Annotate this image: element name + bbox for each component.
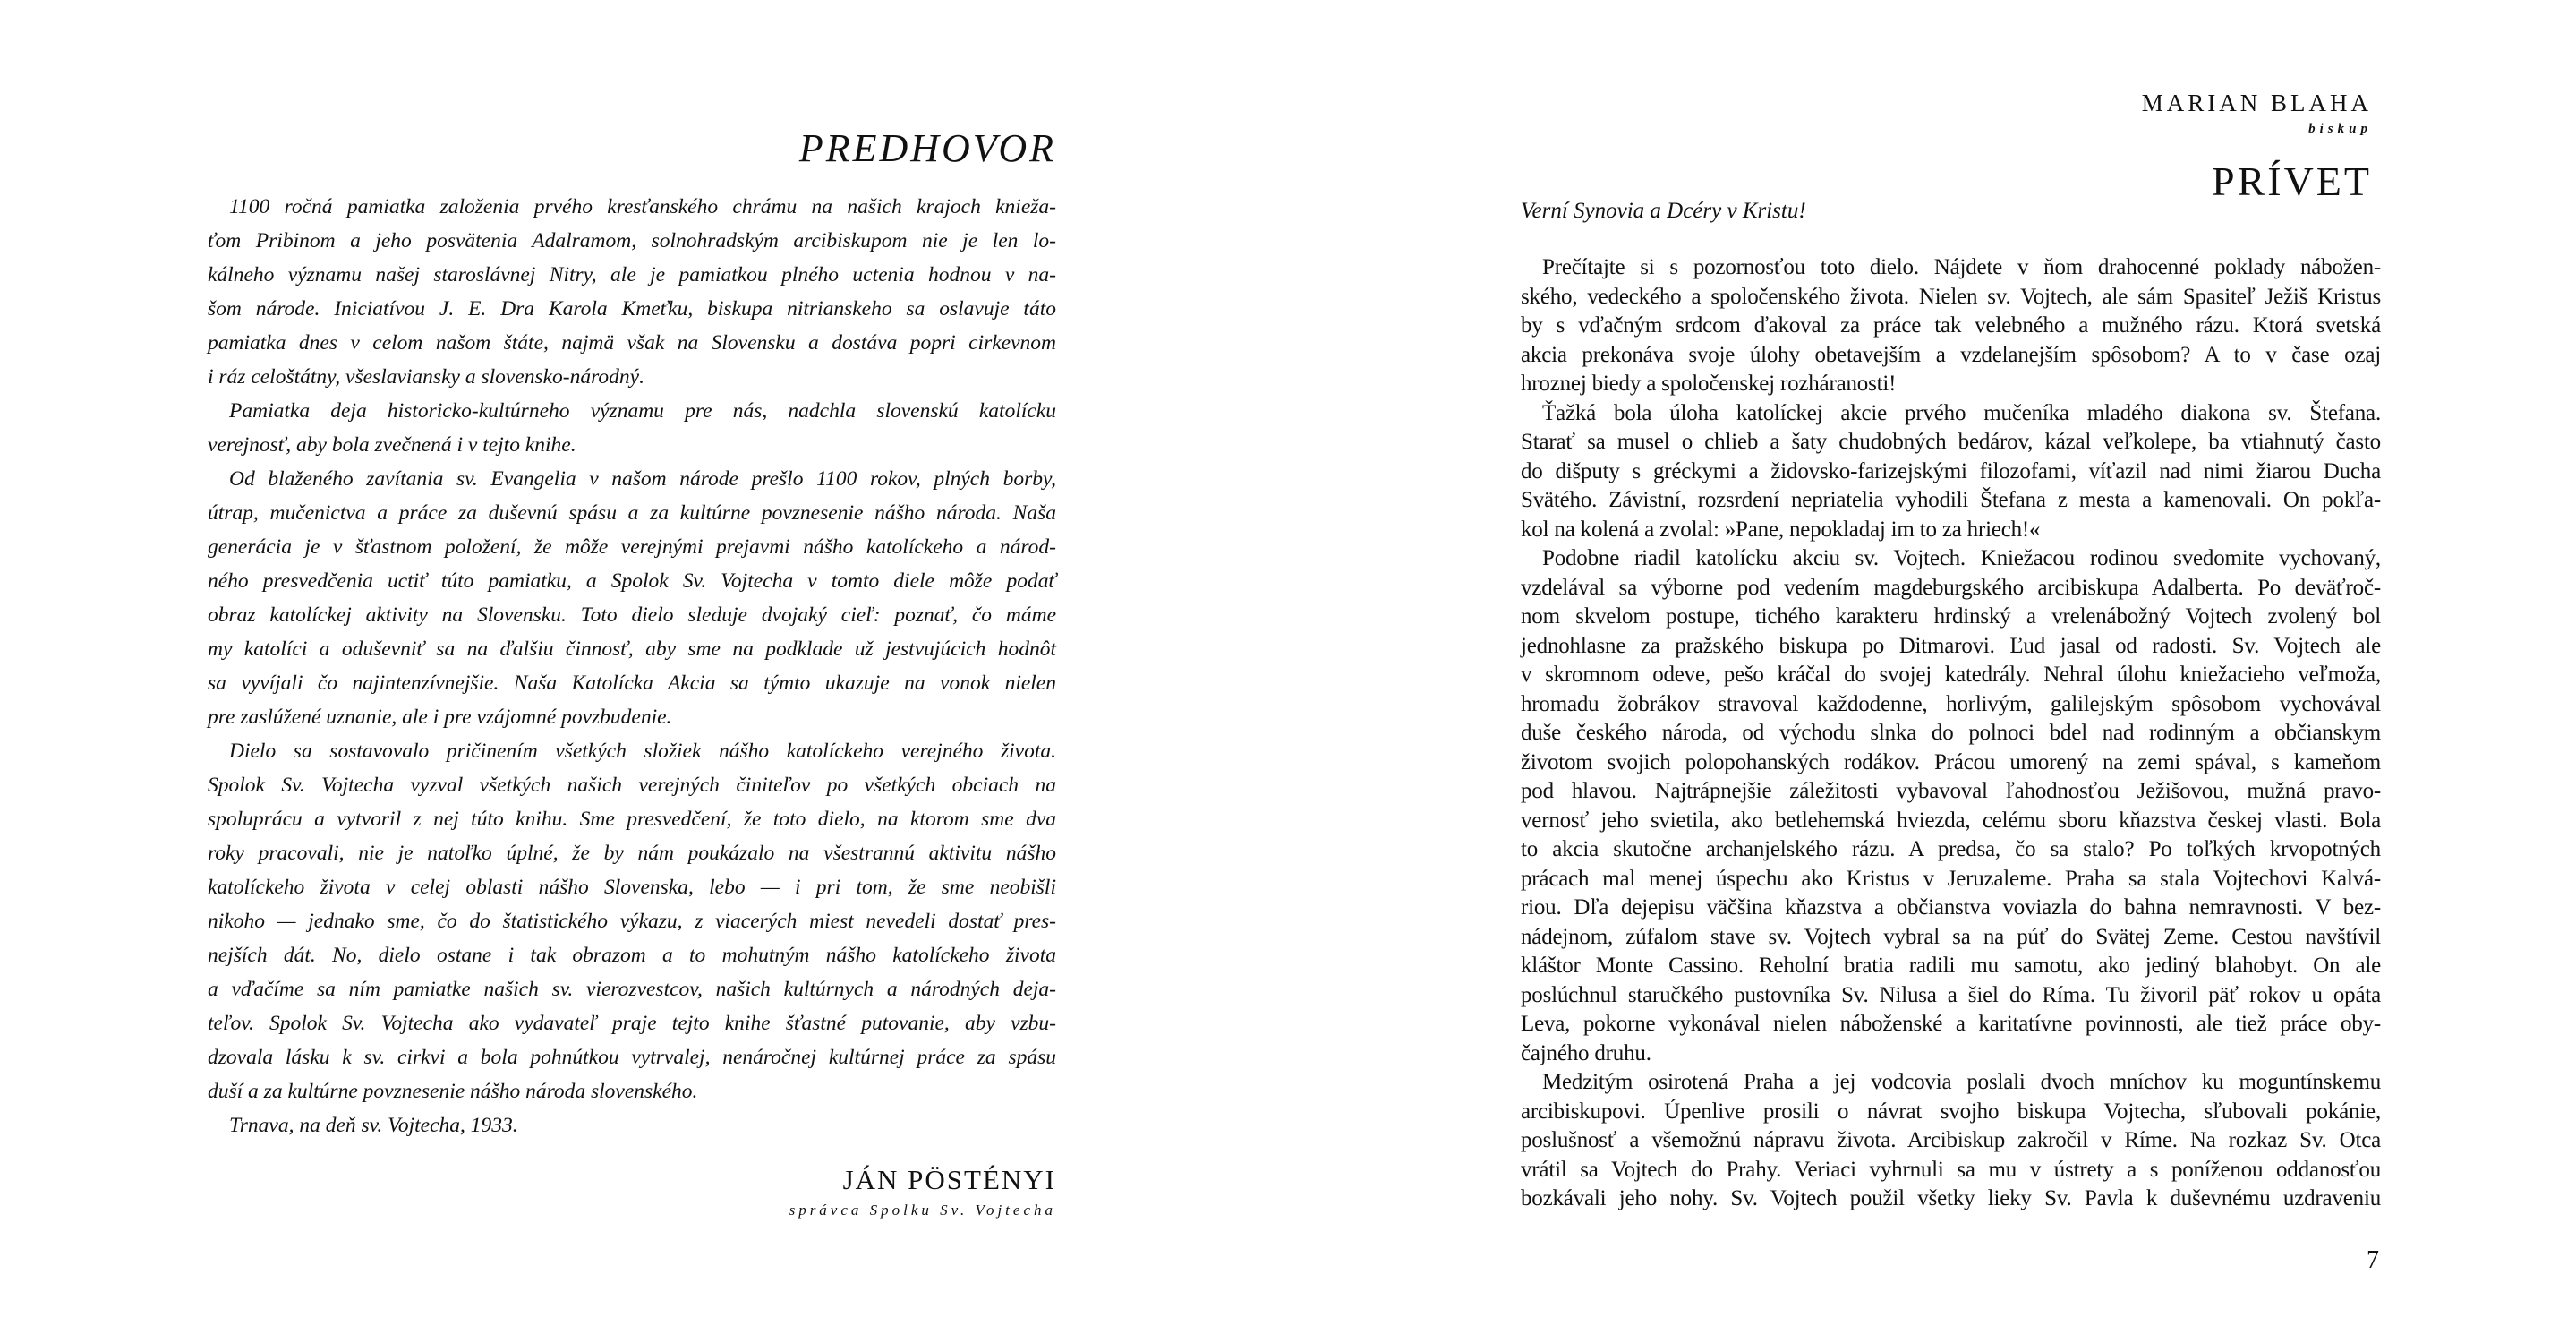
paragraph	[1521, 1068, 2381, 1214]
text-line: vrátil sa Vojtech do Prahy. Veriaci vyhrnuli sa mu v ústrety a s poníženou oddanosťou	[1521, 1157, 2381, 1182]
text-line: čajného druhu.	[1521, 1040, 1651, 1065]
text-line: dzovala lásku k sv. cirkvi a bola pohnútkou vytrvalej, nenáročnej kultúrnej práce za spásu	[208, 1046, 1056, 1069]
text-line: by s vďačným srdcom ďakoval za práce tak velebného a mužného rázu. Ktorá svetská	[1521, 313, 2381, 338]
text-line: ského, vedeckého a spoločenského života. Nielen sv. Vojtech, ale sám Spasiteľ Ježiš Kristus	[1521, 284, 2381, 309]
text-line: poslušnosť a všemožnú nápravu života. Arcibiskup zakročil v Ríme. Na rozkaz Sv. Otca	[1521, 1128, 2381, 1152]
text-line: vernosť jeho svietila, ako betlehemská hviezda, celému sboru kňazstva českej vlasti. Bola	[1521, 808, 2381, 833]
text-line: spoluprácu a vytvoril z nej túto knihu. Sme presvedčení, že toto dielo, na ktorom sme dva	[208, 808, 1056, 831]
text-line: kláštor Monte Cassino. Reholní bratia radili mu samotu, ako jediný blahobyt. On ale	[1521, 954, 2381, 978]
text-line: poslúchnul staručkého pustovníka Sv. Nilusa a šiel do Ríma. Tu živoril päť rokov u opáta	[1521, 982, 2381, 1007]
text-line: šom národe. Iniciatívou J. E. Dra Karola Kmeťku, biskupa nitrianskeho sa oslavuje táto	[208, 297, 1056, 321]
paragraph	[208, 1108, 1056, 1142]
text-line: Pamiatka deja historicko-kultúrneho významu pre nás, nadchla slovenskú katolícku	[229, 399, 1056, 423]
text-line: akcia prekonáva svoje úlohy obetavejším a vzdelanejším spôsobom? A to v čase ozaj	[1521, 342, 2381, 367]
text-line: ťom Pribinom a jeho posvätenia Adalramom, solnohradským arcibiskupom nie je len lo-	[208, 229, 1056, 252]
preface-body	[208, 190, 1056, 1142]
text-line: Od blaženého zavítania sv. Evangelia v našom národe prešlo 1100 rokov, plných borby,	[229, 467, 1056, 491]
text-line: do dišputy s gréckymi a židovsko-farizejskými filozofami, víťazil nad nimi žiarou Ducha	[1521, 458, 2381, 483]
text-line: Spolok Sv. Vojtecha vyzval všetkých našich verejných činiteľov po všetkých obciach na	[208, 774, 1056, 797]
text-line: kol na kolená a zvolal: »Pane, nepokladaj im to za hriech!«	[1521, 517, 2041, 542]
text-line: bozkávali jeho nohy. Sv. Vojtech použil všetky lieky Sv. Pavla k duševnému uzdraveniu	[1521, 1186, 2381, 1210]
text-line: my katolíci a oduševniť sa na ďalšiu činnosť, aby sme na podklade už jestvujúcich hodnôt	[208, 637, 1056, 661]
text-line: a vďačíme sa ním pamiatke našich sv. vierozvestcov, našich kultúrnych a národných deja-	[208, 978, 1056, 1001]
text-line: Ťažká bola úloha katolíckej akcie prvého mučeníka mladého diakona sv. Štefana.	[1542, 400, 2381, 425]
text-line: nejších dát. No, dielo ostane i tak obrazom a to mohutným nášho katolíckeho života	[208, 944, 1056, 967]
text-line: i ráz celoštátny, všeslaviansky a slovensko-národný.	[208, 365, 644, 389]
text-line: nádejnom, zúfalom stave sv. Vojtech vybral sa na púť do Svätej Zeme. Cestou navštívil	[1521, 924, 2381, 949]
author-name: MARIAN BLAHA	[2141, 90, 2372, 116]
text-line: prácach mal menej úspechu ako Kristus v Jeruzaleme. Praha sa stala Vojtechovi Kalvá-	[1521, 866, 2381, 891]
page-title: PREDHOVOR	[798, 126, 1056, 170]
author-role: biskup	[2308, 122, 2372, 136]
text-line: životom svojich polopohanských rodákov. Prácou umorený na zemi spával, s kameňom	[1521, 749, 2381, 774]
paragraph	[1521, 399, 2381, 545]
text-line: obraz katolíckej aktivity na Slovensku. Toto dielo sleduje dvojaký cieľ: poznať, čo máme	[208, 603, 1056, 627]
paragraph	[208, 462, 1056, 734]
text-line: Trnava, na deň sv. Vojtecha, 1933.	[229, 1114, 518, 1137]
greeting-body	[1521, 253, 2381, 1214]
text-line: Svätého. Závistní, rozsrdení nepriatelia vyhodili Štefana z mesta a kamenovali. On pokľa-	[1521, 488, 2381, 512]
text-line: Dielo sa sostavovalo pričinením všetkých složiek nášho katolíckeho verejného života.	[229, 740, 1056, 763]
text-line: arcibiskupovi. Úpenlive prosili o návrat svojho biskupa Vojtecha, sľubovali pokánie,	[1521, 1099, 2381, 1124]
paragraph	[208, 394, 1056, 462]
page-title: PRÍVET	[2212, 158, 2372, 204]
text-line: útrap, mučenictva a práce za duševnú spásu a za kultúrne povznesenie nášho národa. Naša	[208, 501, 1056, 525]
text-line: Medzitým osirotená Praha a jej vodcovia poslali dvoch mníchov ku moguntínskemu	[1542, 1070, 2381, 1094]
text-line: 1100 ročná pamiatka založenia prvého kresťanského chrámu na našich krajoch knieža-	[229, 195, 1056, 218]
text-line: sa vyvíjali čo najintenzívnejšie. Naša Katolícka Akcia sa týmto ukazuje na vonok nielen	[208, 672, 1056, 695]
text-line: Podobne riadil katolícku akciu sv. Vojtech. Kniežacou rodinou svedomite vychovaný,	[1542, 546, 2381, 570]
text-line: duše českého národa, od východu slnka do polnoci bdel nad rodinným a občianskym	[1521, 721, 2381, 745]
text-line: pod hlavou. Najtrápnejšie záležitosti vybavoval ľahodnosťou Ježišovou, mužná pravo-	[1521, 779, 2381, 803]
paragraph	[208, 734, 1056, 1108]
text-line: nom skvelom postupe, tichého karakteru hrdinský a vrelenábožný Vojtech zvolený bol	[1521, 604, 2381, 629]
text-line: generácia je v šťastnom položení, že môže verejnými prejavmi nášho katolíckeho a národ-	[208, 535, 1056, 559]
text-line: Prečítajte si s pozornosťou toto dielo. Nájdete v ňom drahocenné poklady nábožen-	[1542, 255, 2381, 279]
text-line: teľov. Spolok Sv. Vojtecha ako vydavateľ praje tejto knihe šťastné putovanie, aby vzbu-	[208, 1012, 1056, 1035]
text-line: hromadu žobrákov stravoval každodenne, horlivým, galilejským spôsobom vychovával	[1521, 691, 2381, 716]
text-line: riou. Dľa dejepisu väčšina kňazstva a občianstva voviazla do bahna nemravnosti. V bez-	[1521, 895, 2381, 920]
text-line: pamiatka dnes v celom našom štáte, najmä však na Slovensku a dostáva popri cirkevnom	[208, 331, 1056, 355]
text-line: v skromnom odeve, pešo kráčal do svojej katedrály. Nehral úlohu kniežacieho veľmoža,	[1521, 663, 2381, 687]
text-line: jednohlasne za pražského biskupa po Ditmarovi. Ľud jasal od radosti. Sv. Vojtech ale	[1521, 633, 2381, 658]
signature-role: správca Spolku Sv. Vojtecha	[789, 1202, 1056, 1219]
text-line: roky pracovali, nie je natoľko úplné, že by nám poukázalo na všestrannú aktivitu nášho	[208, 842, 1056, 865]
signature-name: JÁN PÖSTÉNYI	[842, 1164, 1056, 1195]
text-line: katolíckeho života v celej oblasti nášho Slovenska, lebo — i pri tom, že sme neobišli	[208, 876, 1056, 899]
text-line: Leva, pokorne vykonával nielen náboženské a karitatívne povinnosti, ale tiež práce oby-	[1521, 1012, 2381, 1036]
text-line: vzdelával sa výborne pod vedením magdeburgského arcibiskupa Adalberta. Po deväťroč-	[1521, 575, 2381, 600]
text-line: ného presvedčenia uctiť túto pamiatku, a Spolok Sv. Vojtecha v tomto diele môže podať	[208, 569, 1056, 593]
text-line: verejnosť, aby bola zvečnená i v tejto knihe.	[208, 433, 576, 457]
text-line: Starať sa musel o chlieb a šaty chudobných bedárov, kázal veľkolepe, ba vtiahnutý často	[1521, 430, 2381, 454]
text-line: to akcia skutočne archanjelského rázu. A predsa, čo sa stalo? Po toľkých krvopotných	[1521, 837, 2381, 861]
paragraph	[1521, 253, 2381, 399]
greeting: Verní Synovia a Dcéry v Kristu!	[1521, 199, 1806, 223]
paragraph	[208, 190, 1056, 394]
paragraph	[1521, 544, 2381, 1068]
text-line: nikoho — jednako sme, čo do štatistického výkazu, z viacerých miest nevedeli dostať pres-	[208, 910, 1056, 933]
text-line: kálneho významu našej staroslávnej Nitry, ale je pamiatkou plného uctenia hodnou v na-	[208, 263, 1056, 287]
text-line: hroznej biedy a spoločenskej rozháranosti!	[1521, 372, 1897, 396]
text-line: pre zaslúžené uznanie, ale i pre vzájomné povzbudenie.	[208, 706, 672, 729]
page-number: 7	[2367, 1246, 2379, 1274]
text-line: duší a za kultúrne povznesenie nášho národa slovenského.	[208, 1080, 698, 1103]
